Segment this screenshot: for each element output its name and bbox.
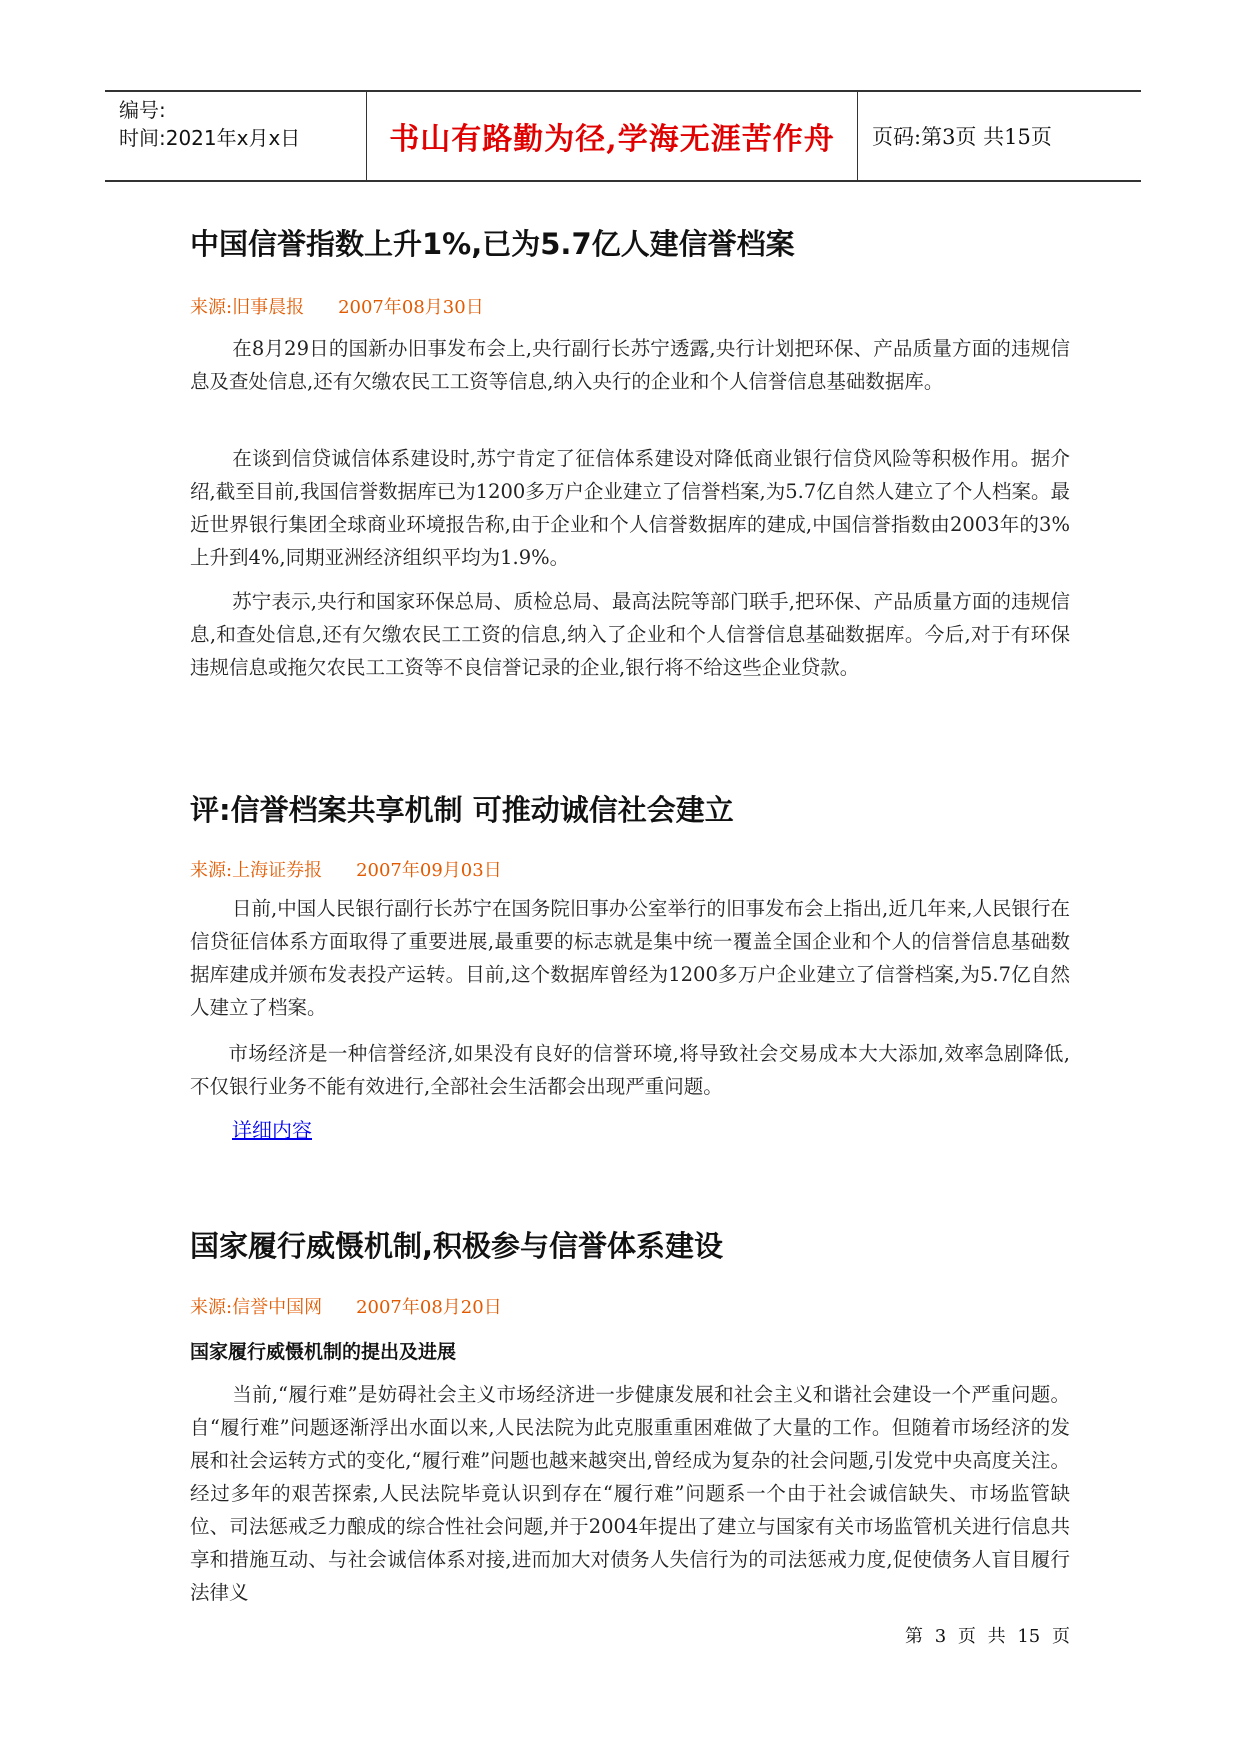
page-footer: 第 3 页 共 15 页 [905,1626,1070,1647]
article-subheading: 国家履行威慑机制的提出及进展 [190,1341,457,1363]
article-title: 中国信誉指数上升1%,已为5.7亿人建信誉档案 [190,227,795,261]
article-title: 评:信誉档案共享机制 可推动诚信社会建立 [190,793,734,827]
document-header [105,90,1141,182]
source-date: 2007年08月20日 [356,1297,502,1318]
article-paragraph: 当前,“履行难”是妨碍社会主义市场经济进一步健康发展和社会主义和谐社会建设一个严重问题。自“履行难”问题逐渐浮出水面以来,人民法院为此克服重重困难做了大量的工作。但随着市场经济的发展和社会运转方式的变化,“履行难”问题也越来越突出,曾经成为复杂的社会问题,引发党中央高度关注。经过多年的艰苦探索,人民法院毕竟认识到存在“履行难”问题系一个由于社会诚信缺失、市场监管缺位、司法惩戒乏力酿成的综合性社会问题,并于2004年提出了建立与国家有关市场监管机关进行信息共享和措施互动、与社会诚信体系对接,进而加大对债务人失信行为的司法惩戒力度,促使债务人盲目履行法律义 [190,1383,1070,1604]
source-name: 来源:信誉中国网 [190,1297,323,1318]
source-name: 来源:旧事晨报 [190,297,305,318]
article-paragraph: 在8月29日的国新办旧事发布会上,央行副行长苏宁透露,央行计划把环保、产品质量方面的违规信息及查处信息,还有欠缴农民工工资等信息,纳入央行的企业和个人信誉信息基础数据库。 [190,337,1070,393]
article-source [190,293,484,319]
article-paragraph: 苏宁表示,央行和国家环保总局、质检总局、最高法院等部门联手,把环保、产品质量方面的违规信息,和查处信息,还有欠缴农民工工资的信息,纳入了企业和个人信誉信息基础数据库。今后,对于有环保违规信息或拖欠农民工工资等不良信誉记录的企业,银行将不给这些企业贷款。 [190,590,1070,679]
article-source [190,856,502,882]
document-time-label: 时间:2021年x月x日 [119,126,301,150]
header-motto: 书山有路勤为径,学海无涯苦作舟 [367,92,858,180]
article-paragraph: 市场经济是一种信誉经济,如果没有良好的信誉环境,将导致社会交易成本大大添加,效率急剧降低,不仅银行业务不能有效进行,全部社会生活都会出现严重问题。 [190,1042,1070,1098]
article-source [190,1293,502,1319]
article-paragraph: 在谈到信贷诚信体系建设时,苏宁肯定了征信体系建设对降低商业银行信贷风险等积极作用。据介绍,截至目前,我国信誉数据库已为1200多万户企业建立了信誉档案,为5.7亿自然人建立了个人档案。最近世界银行集团全球商业环境报告称,由于企业和个人信誉数据库的建成,中国信誉指数由2003年的3%上升到4%,同期亚洲经济组织平均为1.9%。 [190,447,1070,569]
source-date: 2007年09月03日 [356,860,502,881]
article-paragraph: 日前,中国人民银行副行长苏宁在国务院旧事办公室举行的旧事发布会上指出,近几年来,人民银行在信贷征信体系方面取得了重要进展,最重要的标志就是集中统一覆盖全国企业和个人的信誉信息基础数据库建成并颁布发表投产运转。目前,这个数据库曾经为1200多万户企业建立了信誉档案,为5.7亿自然人建立了档案。 [190,897,1070,1019]
header-page-info: 页码:第3页 共15页 [872,125,1052,149]
details-link[interactable]: 详细内容 [232,1118,312,1142]
header-meta-cell [105,92,367,180]
source-date: 2007年08月30日 [338,297,484,318]
article-title: 国家履行威慑机制,积极参与信誉体系建设 [190,1229,724,1263]
document-number-label: 编号: [119,98,166,122]
source-name: 来源:上海证券报 [190,860,323,881]
